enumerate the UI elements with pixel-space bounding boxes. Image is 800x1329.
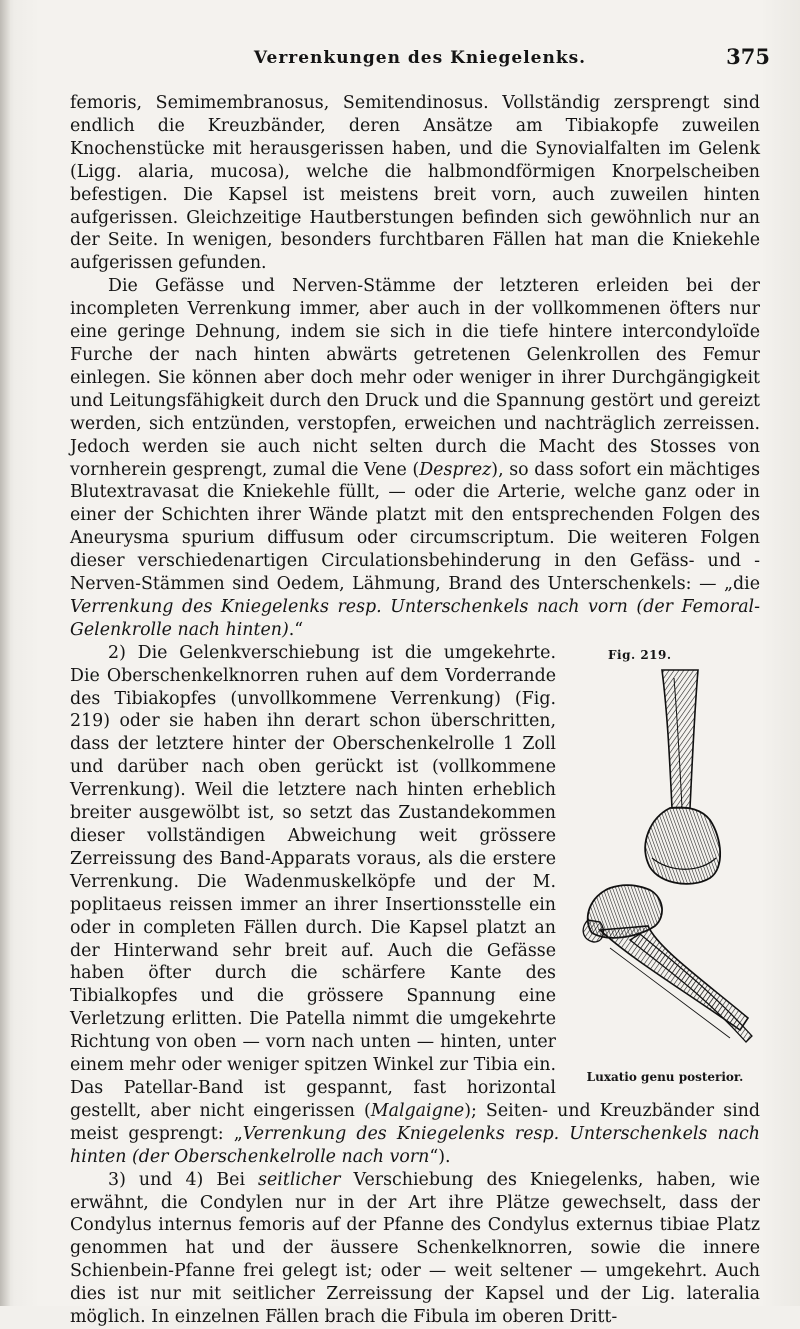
term-seitlicher: seitlicher [258, 1169, 341, 1190]
paragraph-3-text-b: ); Seiten- und Kreuzbänder sind meist gesprengt: „ [70, 1100, 760, 1144]
paragraph-1 [70, 92, 760, 275]
figure-caption: Luxatio genu posterior. [586, 1069, 744, 1084]
author-malgaigne: Malgaigne [370, 1100, 465, 1121]
author-desprez: Desprez [419, 459, 492, 480]
body-text [70, 92, 760, 1329]
running-header [70, 44, 770, 74]
paragraph-1-text: femoris, Semimembranosus, Semitendinosus. Vollständig zersprengt sind endlich die Kreuzbänder, deren Ansätze am Tibiakopfe zuweilen Knochenstücke mit herausgerissen haben, und die Synovialfalten im Gelenk (Ligg. alaria, mucosa), welche die halbmondförmigen Knorpelscheiben befestigen. Die Kapsel ist meistens breit vorn, auch zuweilen hinten aufgerissen. Gleichzeitige Hautberstungen befinden sich gewöhnlich nur an der Seite. In wenigen, besonders furchtbaren Fällen hat man die Kniekehle aufgerissen gefunden. [70, 93, 760, 274]
page-gutter-shadow [0, 0, 10, 1306]
paragraph-4 [70, 1169, 760, 1329]
paragraph-2 [70, 275, 760, 642]
quote-anterior-dislocation: Verrenkung des Kniegelenks resp. Unterschenkels nach vorn (der Femoral-Gelenkrolle nach hinten) [70, 596, 760, 640]
paragraph-3-text-a: 2) Die Gelenkverschiebung ist die umgekehrte. Die Oberschenkelknorren ruhen auf dem Vorderrande des Tibiakopfes (unvollkommene Verrenkung) (Fig. 219) oder sie haben ihn derart schon überschritten, dass der letztere hinter der Oberschenkelrolle 1 Zoll und darüber nach oben gerückt ist (vollkommene Verrenkung). Weil die letztere nach hinten erheblich breiter ausgewölbt ist, so setzt das Zustandekommen dieser vollständigen Abweichung weit grössere Zerreissung des Band-Apparats voraus, als die erstere Verrenkung. Die Wadenmuskelköpfe und der M. poplitaeus reissen immer an ihrer Insertionsstelle ein oder in completen Fällen durch. Die Kapsel platzt an der Hinterwand sehr breit auf. Auch die Gefässe haben öfter durch die schärfere Kante des Tibialkopfes und die grössere Spannung eine Verletzung erlitten. Die Patella nimmt die umgekehrte Richtung von oben — vorn nach unten — hinten, unter einem mehr oder weniger spitzen Winkel zur Tibia ein. Das Patellar-Band ist gespannt, fast horizontal gestellt, aber nicht eingerissen ( [70, 642, 556, 1121]
running-title: Verrenkungen des Kniegelenks. [253, 48, 587, 68]
paragraph-2-text-a: Die Gefässe und Nerven-Stämme der letzteren erleiden bei der incompleten Verrenkung immer, aber auch in der vollkommenen öfters nur eine geringe Dehnung, indem sie sich in die tiefe hintere intercondyloïde Furche der nach hinten abwärts getretenen Gelenkrollen des Femur einlegen. Sie können aber doch mehr oder weniger in ihrer Durchgängigkeit und Leitungsfähigkeit durch den Druck und die Spannung gestört und gereizt werden, sich entzünden, verstopfen, erweichen und nachträglich zerreissen. Jedoch werden sie auch nicht selten durch die Macht des Stosses von vornherein gesprengt, zumal die Vene ( [70, 276, 760, 480]
paragraph-3-text-c: “). [429, 1146, 451, 1167]
knee-dislocation-illustration [570, 658, 760, 1058]
paragraph-4-text-b: Verschiebung des Kniegelenks, haben, wie erwähnt, die Condylen nur in der Art ihre Plätze gewechselt, dass der Condylus internus femoris auf der Pfanne des Condylus externus tibiae Platz genommen hat und der äussere Schenkelknorren, sowie die innere Schienbein-Pfanne frei gelegt ist; oder — weit seltener — umgekehrt. Auch dies ist nur mit seitlicher Zerreissung der Kapsel und der Lig. lateralia möglich. In einzelnen Fällen brach die Fibula im oberen Dritt- [70, 1169, 760, 1328]
figure-label: Fig. 219. [608, 647, 672, 662]
paragraph-4-text-a: 3) und 4) Bei [108, 1169, 259, 1190]
paragraph-2-text-b: ), so dass sofort ein mächtiges Blutextravasat die Kniekehle füllt, — oder die Arterie, welche ganz oder in einer der Schichten ihrer Wände platzt mit den entsprechenden Folgen des Aneurysma spurium diffusum oder circumscriptum. Die weiteren Folgen dieser verschiedenartigen Circulationsbehinderung in den Gefäss- und -Nerven-Stämmen sind Oedem, Lähmung, Brand des Unterschenkels: — „die [70, 459, 760, 595]
paragraph-2-text-c: .“ [288, 619, 304, 640]
page-number: 375 [726, 44, 770, 69]
quote-posterior-dislocation: Verrenkung des Kniegelenks resp. Unterschenkels nach hinten (der Oberschenkelrolle nach vorn [70, 1123, 760, 1167]
figure-219 [570, 644, 760, 1089]
